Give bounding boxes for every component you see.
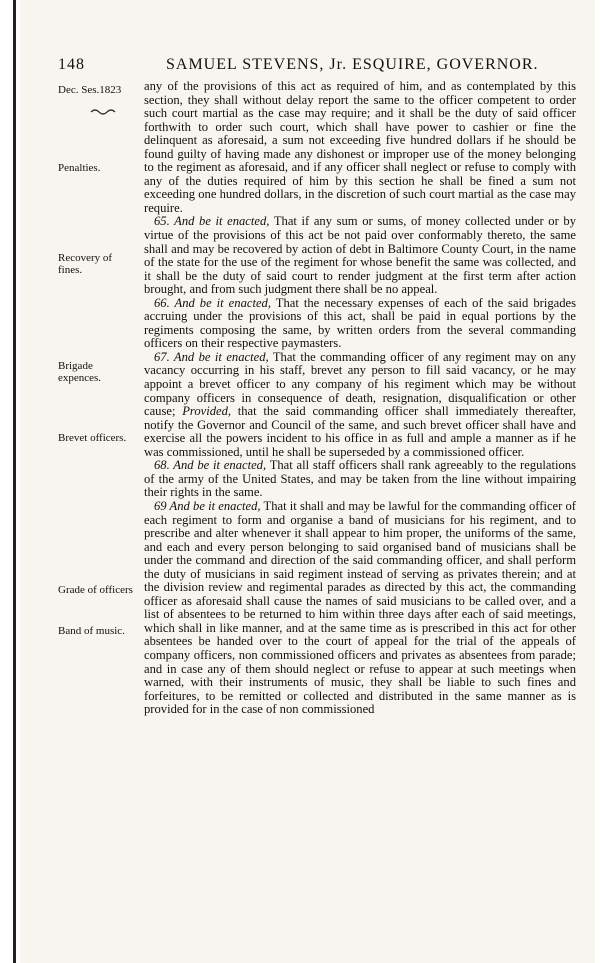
paragraph-text: That if any sum or sums, of money collected under or by virtue of the provisions of this act be not paid over conformably thereto, the same shall and may be recovered by action of debt in Baltimore County Court, in the name of the state for the use of the regiment for whose benefit the same was collected, and it shall be the duty of said court to render judgment at the first term after action brought, and from such judgment there shall be no appeal. bbox=[144, 214, 576, 297]
book-spine-edge bbox=[13, 0, 16, 963]
proviso-text: that the said commanding officer shall immediately thereafter, notify the Governor and Council of the same, and such brevet officer shall have and exercise all the powers incident to his office in as full and ample a manner as if he was commissioned, until he shall be superseded by a commissioned officer. bbox=[144, 404, 576, 459]
margin-note-brigade: Brigade expences. bbox=[58, 360, 102, 384]
running-title: SAMUEL STEVENS, Jr. ESQUIRE, GOVERNOR. bbox=[166, 56, 539, 73]
paragraph-text: That the necessary expenses of each of the said brigades accruing under the provisions of this act, shall be paid in equal portions by the regiments composing the same, by written orders from the several commanding officers on their respective paymasters. bbox=[144, 295, 577, 351]
section-69 bbox=[144, 500, 576, 717]
margin-note-session: Dec. Ses.1823 bbox=[58, 84, 122, 96]
section-lead: 66. And be it enacted, bbox=[154, 295, 271, 310]
margin-note-penalties: Penalties. bbox=[58, 162, 101, 174]
margin-note-grade: Grade of officers bbox=[58, 584, 133, 596]
section-lead: 67. And be it enacted, bbox=[154, 349, 269, 364]
paragraph-text: That it shall and may be lawful for the commanding officer of each regiment to form and organise a band of musicians for his regiment, and to prescribe and alter whenever it shall appear to him proper, the uniforms of the same, and each and every person belonging to said organised band of musicians shall be under the command and direction of the said commanding officer, and shall perform the duty of musicians in said regiment instead of serving as privates therein; and at the division review and regimental parades as directed by this act, the commanding officer as aforesaid shall cause the names of said musicians to be called over, and a list of absentees to be returned to him within three days after each of said meetings, which shall in like manner, and at the same time as is prescribed in this act for other absentees be handed over to the court of appeal for the trial of the appeals of company officers, non commissioned officers and privates as absentees from parade; and in case any of them should neglect or refuse to appear at such meetings when warned, with their instruments of music, they shall be liable to such fines and forfeitures, to be remitted or collected and distributed in the same manner as is provided for in the case of non commissioned bbox=[144, 498, 576, 717]
page-number: 148 bbox=[58, 56, 85, 73]
section-68 bbox=[144, 459, 576, 500]
paragraph-64-cont bbox=[144, 80, 576, 215]
paragraph-text: That the commanding officer of any regiment may on any vacancy occurring in his staff, brevet any person to fill said vacancy, or he may appoint a brevet officer to any company of his regiment which may be without company officers in consequence of death, resignation, disqualification or other cause; bbox=[144, 349, 577, 419]
proviso-lead: Provided, bbox=[182, 404, 232, 419]
margin-note-brevet: Brevet officers. bbox=[58, 432, 127, 444]
section-lead: 65. And be it enacted, bbox=[154, 214, 270, 229]
margin-note-band: Band of music. bbox=[58, 625, 125, 637]
body-text bbox=[144, 80, 576, 717]
section-lead: 69 And be it enacted, bbox=[154, 498, 261, 513]
margin-note-recovery: Recovery of fines. bbox=[58, 252, 113, 276]
paragraph-text: any of the provisions of this act as required of him, and as contemplated by this section, they shall without delay report the same to the officer competent to order such court martial as the case may require; and it shall be the duty of said officer forthwith to order such court, which shall have power to cashier or fine the delinquent as aforesaid, a sum not exceeding five hundred dollars if he should be found guilty of having made any dishonest or improper use of the money belonging to the regiment as aforesaid, and if any officer shall neglect or refuse to comply with any of the duties required of him by this section he shall be fined a sum not exceeding one hundred dollars, in the discretion of such court martial as the case may require. bbox=[144, 79, 576, 215]
section-66 bbox=[144, 297, 576, 351]
squiggle-mark bbox=[90, 108, 116, 116]
section-67 bbox=[144, 351, 576, 459]
section-65 bbox=[144, 215, 576, 296]
paragraph-text: That all staff officers shall rank agreeably to the regulations of the army of the United States, and may be taken from the line without impairing their rights in the same. bbox=[144, 458, 576, 500]
section-lead: 68. And be it enacted, bbox=[154, 458, 267, 473]
